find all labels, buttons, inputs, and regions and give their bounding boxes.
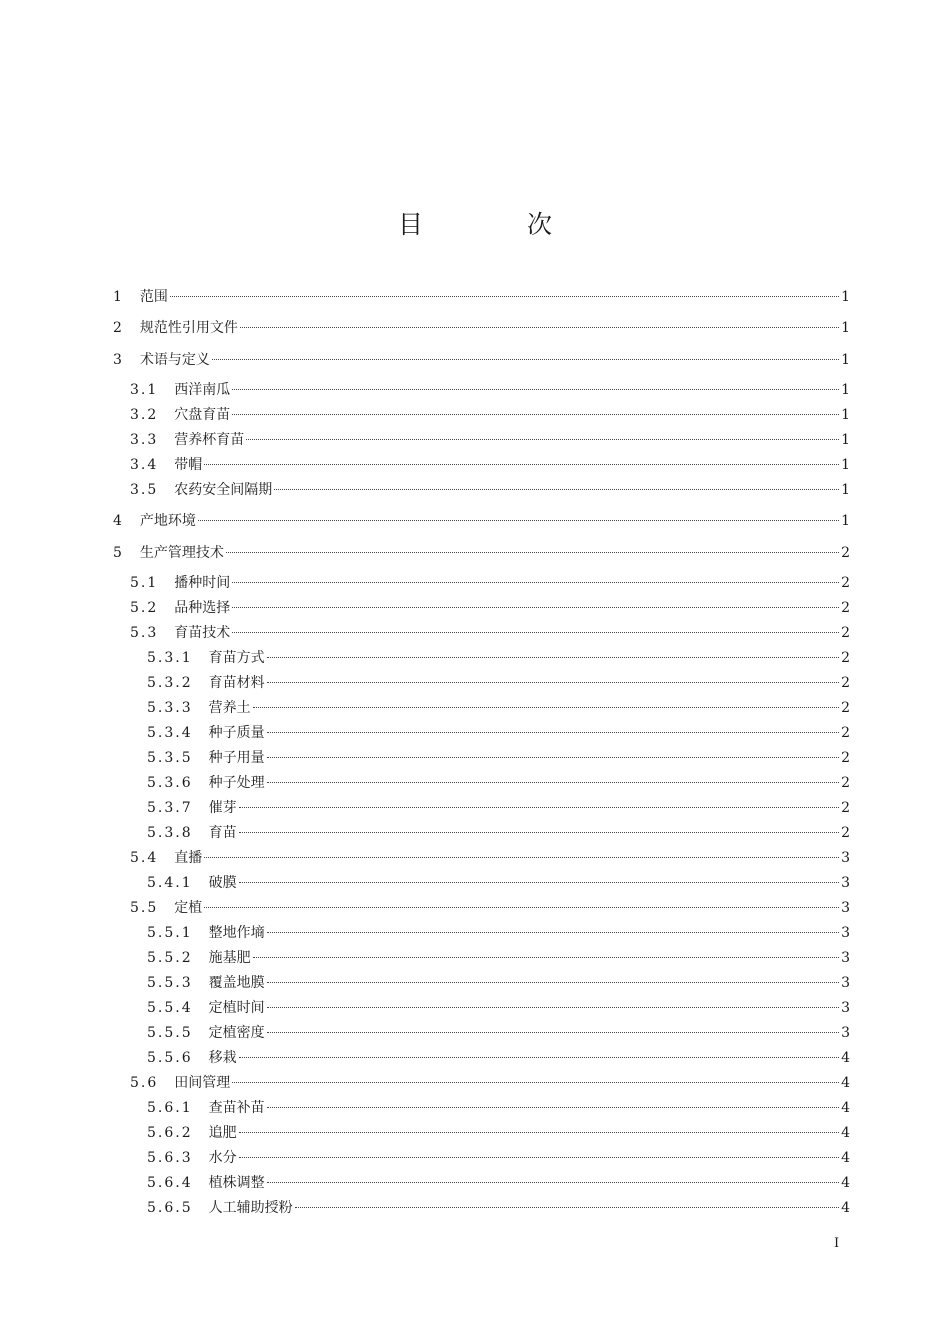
toc-entry[interactable]	[113, 287, 850, 307]
toc-entry-title: 定植密度	[208, 1025, 265, 1041]
page-title: 目 次	[398, 210, 600, 239]
toc-dot-leader	[267, 1182, 839, 1183]
toc-entry[interactable]	[147, 748, 850, 768]
toc-dot-leader	[232, 1082, 839, 1083]
toc-entry[interactable]	[113, 511, 850, 531]
toc-entry-number: 5.6.2	[147, 1125, 193, 1141]
toc-entry-number: 5.3.2	[147, 675, 193, 691]
toc-entry-page: 3	[841, 900, 850, 916]
toc-dot-leader	[232, 389, 839, 390]
toc-entry[interactable]	[147, 873, 850, 893]
toc-dot-leader	[267, 682, 839, 683]
toc-entry-page: 1	[841, 513, 850, 529]
toc-entry-title: 穴盘育苗	[174, 407, 231, 423]
toc-dot-leader	[267, 1007, 839, 1008]
toc-dot-leader	[226, 552, 839, 553]
toc-entry-title: 定植	[174, 900, 203, 916]
toc-entry-number: 1	[113, 289, 124, 305]
toc-entry-page: 2	[841, 725, 850, 741]
toc-entry-page: 2	[841, 750, 850, 766]
toc-entry-page: 4	[841, 1050, 850, 1066]
toc-entry-title: 催芽	[208, 800, 237, 816]
toc-entry[interactable]	[147, 773, 850, 793]
toc-entry-number: 5.3.4	[147, 725, 193, 741]
toc-entry-number: 3.4	[130, 457, 159, 473]
toc-entry-title: 营养土	[208, 700, 251, 716]
toc-dot-leader	[198, 520, 839, 521]
toc-entry-number: 5.5.4	[147, 1000, 193, 1016]
toc-dot-leader	[212, 359, 839, 360]
toc-entry[interactable]	[147, 1173, 850, 1193]
toc-entry[interactable]	[130, 898, 850, 918]
toc-dot-leader	[267, 782, 839, 783]
toc-entry-title: 育苗技术	[174, 625, 231, 641]
toc-dot-leader	[239, 832, 839, 833]
toc-dot-leader	[267, 657, 839, 658]
toc-entry-title: 生产管理技术	[139, 545, 224, 561]
toc-entry-title: 直播	[174, 850, 203, 866]
toc-dot-leader	[239, 1157, 839, 1158]
toc-dot-leader	[232, 632, 839, 633]
toc-entry-title: 破膜	[208, 875, 237, 891]
toc-entry-title: 种子质量	[208, 725, 265, 741]
toc-entry-number: 5.3.3	[147, 700, 193, 716]
toc-entry[interactable]	[147, 948, 850, 968]
toc-entry-number: 5	[113, 545, 124, 561]
toc-entry[interactable]	[147, 723, 850, 743]
toc-dot-leader	[204, 907, 839, 908]
toc-entry[interactable]	[147, 823, 850, 843]
toc-entry-page: 1	[841, 482, 850, 498]
toc-entry-number: 5.5.6	[147, 1050, 193, 1066]
toc-entry-number: 3	[113, 352, 124, 368]
toc-entry-title: 定植时间	[208, 1000, 265, 1016]
toc-entry-title: 种子用量	[208, 750, 265, 766]
toc-entry-title: 追肥	[208, 1125, 237, 1141]
toc-entry-number: 5.6.3	[147, 1150, 193, 1166]
toc-entry[interactable]	[113, 350, 850, 370]
toc-entry-page: 2	[841, 575, 850, 591]
toc-entry-title: 田间管理	[174, 1075, 231, 1091]
toc-entry[interactable]	[147, 973, 850, 993]
toc-entry-number: 5.5.5	[147, 1025, 193, 1041]
toc-entry-page: 2	[841, 800, 850, 816]
toc-entry[interactable]	[130, 623, 850, 643]
toc-entry-page: 2	[841, 600, 850, 616]
toc-entry-number: 5.5.1	[147, 925, 193, 941]
toc-entry-page: 3	[841, 950, 850, 966]
toc-entry-title: 规范性引用文件	[139, 320, 238, 336]
toc-entry-title: 施基肥	[208, 950, 251, 966]
toc-entry[interactable]	[130, 598, 850, 618]
toc-entry-title: 育苗	[208, 825, 237, 841]
toc-entry-number: 3.3	[130, 432, 159, 448]
toc-entry-page: 3	[841, 850, 850, 866]
toc-entry-page: 3	[841, 1025, 850, 1041]
toc-entry-title: 品种选择	[174, 600, 231, 616]
toc-entry[interactable]	[130, 405, 850, 425]
toc-entry[interactable]	[130, 455, 850, 475]
toc-entry-number: 5.3.7	[147, 800, 193, 816]
toc-entry-number: 5.3.8	[147, 825, 193, 841]
toc-entry-page: 2	[841, 625, 850, 641]
toc-entry-page: 2	[841, 650, 850, 666]
toc-entry-title: 播种时间	[174, 575, 231, 591]
toc-entry-page: 1	[841, 352, 850, 368]
toc-dot-leader	[239, 1057, 839, 1058]
toc-entry[interactable]	[147, 923, 850, 943]
toc-entry-page: 3	[841, 975, 850, 991]
toc-entry[interactable]	[147, 1048, 850, 1068]
toc-entry-title: 育苗材料	[208, 675, 265, 691]
toc-entry-title: 植株调整	[208, 1175, 265, 1191]
toc-entry[interactable]	[147, 673, 850, 693]
toc-entry-page: 2	[841, 775, 850, 791]
toc-entry-number: 5.5	[130, 900, 159, 916]
toc-entry-page: 3	[841, 875, 850, 891]
toc-entry-page: 3	[841, 925, 850, 941]
toc-entry-number: 4	[113, 513, 124, 529]
toc-entry-title: 种子处理	[208, 775, 265, 791]
toc-entry-page: 4	[841, 1125, 850, 1141]
toc-dot-leader	[267, 1107, 839, 1108]
toc-entry-title: 营养杯育苗	[174, 432, 245, 448]
toc-entry-number: 5.2	[130, 600, 159, 616]
toc-entry-title: 覆盖地膜	[208, 975, 265, 991]
toc-entry-title: 整地作墒	[208, 925, 265, 941]
toc-dot-leader	[239, 882, 839, 883]
toc-entry-number: 5.5.3	[147, 975, 193, 991]
toc-entry-page: 1	[841, 320, 850, 336]
toc-dot-leader	[267, 932, 839, 933]
toc-entry-number: 3.1	[130, 382, 159, 398]
toc-dot-leader	[274, 489, 839, 490]
toc-entry-page: 4	[841, 1175, 850, 1191]
toc-entry-title: 农药安全间隔期	[174, 482, 273, 498]
toc-dot-leader	[240, 327, 839, 328]
toc-entry-number: 5.1	[130, 575, 159, 591]
toc-dot-leader	[239, 807, 839, 808]
toc-entry-page: 3	[841, 1000, 850, 1016]
toc-entry[interactable]	[113, 543, 850, 563]
toc-entry-title: 查苗补苗	[208, 1100, 265, 1116]
toc-entry-page: 2	[841, 825, 850, 841]
toc-entry-number: 5.6.5	[147, 1200, 193, 1216]
toc-dot-leader	[232, 414, 839, 415]
toc-entry[interactable]	[147, 698, 850, 718]
toc-entry[interactable]	[130, 1073, 850, 1093]
toc-entry-number: 5.3.1	[147, 650, 193, 666]
toc-entry-number: 5.6.1	[147, 1100, 193, 1116]
toc-entry-page: 2	[841, 675, 850, 691]
toc-entry-number: 5.3.5	[147, 750, 193, 766]
toc-entry[interactable]	[130, 430, 850, 450]
toc-entry-page: 1	[841, 382, 850, 398]
toc-entry-title: 人工辅助授粉	[208, 1200, 293, 1216]
toc-dot-leader	[204, 857, 839, 858]
toc-entry-page: 4	[841, 1200, 850, 1216]
toc-entry[interactable]	[147, 1023, 850, 1043]
toc-entry-title: 移栽	[208, 1050, 237, 1066]
toc-entry-page: 2	[841, 545, 850, 561]
toc-entry[interactable]	[130, 848, 850, 868]
toc-entry-title: 西洋南瓜	[174, 382, 231, 398]
toc-entry[interactable]	[147, 1098, 850, 1118]
toc-entry[interactable]	[147, 1148, 850, 1168]
toc-entry-number: 5.6.4	[147, 1175, 193, 1191]
toc-entry-number: 5.3.6	[147, 775, 193, 791]
toc-entry-page: 4	[841, 1075, 850, 1091]
toc-entry[interactable]	[130, 573, 850, 593]
toc-entry[interactable]	[147, 798, 850, 818]
toc-dot-leader	[253, 957, 839, 958]
toc-entry-page: 4	[841, 1100, 850, 1116]
toc-entry-page: 2	[841, 700, 850, 716]
toc-entry-page: 1	[841, 407, 850, 423]
toc-entry-number: 5.4.1	[147, 875, 193, 891]
toc-entry-number: 2	[113, 320, 124, 336]
toc-entry-number: 5.5.2	[147, 950, 193, 966]
toc-entry[interactable]	[130, 380, 850, 400]
toc-entry[interactable]	[147, 648, 850, 668]
toc-dot-leader	[170, 296, 839, 297]
toc-entry-number: 3.2	[130, 407, 159, 423]
toc-entry-number: 5.4	[130, 850, 159, 866]
toc-entry-page: 1	[841, 457, 850, 473]
toc-entry-title: 育苗方式	[208, 650, 265, 666]
toc-dot-leader	[204, 464, 839, 465]
toc-entry-title: 产地环境	[139, 513, 196, 529]
toc-entry[interactable]	[147, 1123, 850, 1143]
toc-dot-leader	[246, 439, 839, 440]
toc-entry[interactable]	[147, 1198, 850, 1218]
toc-entry-page: 4	[841, 1150, 850, 1166]
toc-entry-title: 术语与定义	[139, 352, 210, 368]
toc-dot-leader	[232, 582, 839, 583]
toc-dot-leader	[295, 1207, 839, 1208]
toc-entry-title: 范围	[139, 289, 168, 305]
toc-dot-leader	[267, 757, 839, 758]
toc-entry[interactable]	[147, 998, 850, 1018]
toc-dot-leader	[267, 982, 839, 983]
toc-dot-leader	[232, 607, 839, 608]
toc-entry-number: 5.6	[130, 1075, 159, 1091]
toc-dot-leader	[267, 732, 839, 733]
toc-entry-page: 1	[841, 432, 850, 448]
toc-entry-number: 5.3	[130, 625, 159, 641]
toc-entry[interactable]	[130, 480, 850, 500]
toc-entry[interactable]	[113, 318, 850, 338]
toc-entry-number: 3.5	[130, 482, 159, 498]
toc-dot-leader	[267, 1032, 839, 1033]
toc-dot-leader	[239, 1132, 839, 1133]
footer-page-number: I	[834, 1236, 840, 1251]
toc-dot-leader	[253, 707, 839, 708]
toc-entry-title: 水分	[208, 1150, 237, 1166]
toc-entry-page: 1	[841, 289, 850, 305]
toc-entry-title: 带帽	[174, 457, 203, 473]
